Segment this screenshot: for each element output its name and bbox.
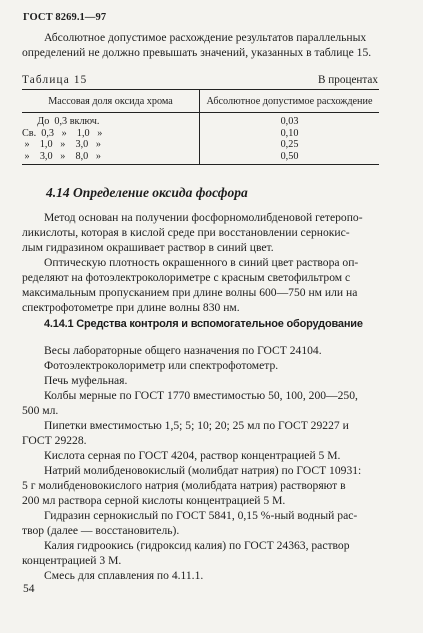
method-line: лым гидразином окрашивает раствор в синий цвет. [22, 241, 274, 254]
equipment-item-cont: концентрацией 3 М. [22, 554, 122, 567]
table-row [22, 151, 379, 165]
table-caption: Таблица 15 [22, 74, 88, 86]
equipment-item-cont: 5 г молибденовокислого натрия (молибдата натрия) растворяют в [22, 479, 346, 492]
table-header-tolerance: Абсолютное допустимое расхождение [200, 90, 380, 113]
method-line: ределяют на фотоэлектроколориметре с красным светофильтром с [22, 271, 351, 284]
equipment-list [22, 343, 380, 583]
table-row [22, 113, 379, 128]
intro-line: определений не должно превышать значений, указанных в таблице 15. [22, 46, 372, 59]
equipment-item-cont: ГОСТ 29228. [22, 434, 87, 447]
table-units: В процентах [318, 74, 378, 86]
intro-paragraph [22, 30, 380, 60]
equipment-item: Печь муфельная. [44, 374, 128, 387]
equipment-item: Фотоэлектроколориметр или спектрофотометр. [44, 359, 279, 372]
equipment-item-cont: 500 мл. [22, 404, 59, 417]
method-line: Метод основан на получении фосфорномолибденовой гетеропо- [44, 211, 363, 224]
equipment-item: Смесь для сплавления по 4.11.1. [44, 569, 204, 582]
equipment-item: Весы лабораторные общего назначения по ГОСТ 24104. [44, 344, 322, 357]
equipment-item: Колбы мерные по ГОСТ 1770 вместимостью 50, 100, 200—250, [44, 389, 358, 402]
table-caption-row [22, 74, 378, 86]
tolerance-table [22, 89, 379, 165]
table-cell-value: 0,10 [280, 127, 299, 139]
equipment-item-cont: твор (далее — восстановитель). [22, 524, 180, 537]
equipment-item: Кислота серная по ГОСТ 4204, раствор концентрацией 5 М. [44, 449, 341, 462]
table-cell-range: » 1,0 » 3,0 » [22, 139, 200, 151]
method-line: максимальным пропусканием при длине волны 600—750 нм или на [22, 286, 358, 299]
method-paragraph [22, 210, 380, 315]
intro-line: Абсолютное допустимое расхождение результатов параллельных [44, 31, 367, 44]
table-row [22, 128, 379, 140]
equipment-item-cont: 200 мл раствора серной кислоты концентрацией 5 М. [22, 494, 286, 507]
equipment-item: Натрий молибденовокислый (молибдат натрия) по ГОСТ 10931: [44, 464, 362, 477]
table-cell-range: » 3,0 » 8,0 » [22, 151, 200, 165]
equipment-item: Пипетки вместимостью 1,5; 5; 10; 20; 25 мл по ГОСТ 29227 и [44, 419, 349, 432]
table-cell-value: 0,50 [200, 151, 380, 165]
table-cell-value: 0,03 [280, 116, 299, 127]
table-cell-range: Св. 0,3 » 1,0 » [22, 128, 200, 140]
table-cell-range: До 0,3 включ. [22, 113, 200, 128]
equipment-item: Гидразин сернокислый по ГОСТ 5841, 0,15 %-ный водный рас- [44, 509, 358, 522]
section-title: 4.14 Определение оксида фосфора [46, 185, 248, 200]
table-header-mass-fraction: Массовая доля оксида хрома [22, 90, 200, 113]
method-line: ликислоты, которая в кислой среде при восстановлении сернокис- [22, 226, 350, 239]
method-line: спектрофотометре при длине волны 830 нм. [22, 301, 240, 314]
table-cell-value: 0,25 [280, 139, 299, 150]
table-row [22, 139, 379, 151]
subsection-title: 4.14.1 Средства контроля и вспомогательное оборудование [44, 318, 363, 330]
equipment-item: Калия гидроокись (гидроксид калия) по ГОСТ 24363, раствор [44, 539, 350, 552]
method-line: Оптическую плотность окрашенного в синий цвет раствора оп- [44, 256, 359, 269]
page-number: 54 [23, 583, 35, 595]
document-header: ГОСТ 8269.1—97 [23, 12, 107, 23]
